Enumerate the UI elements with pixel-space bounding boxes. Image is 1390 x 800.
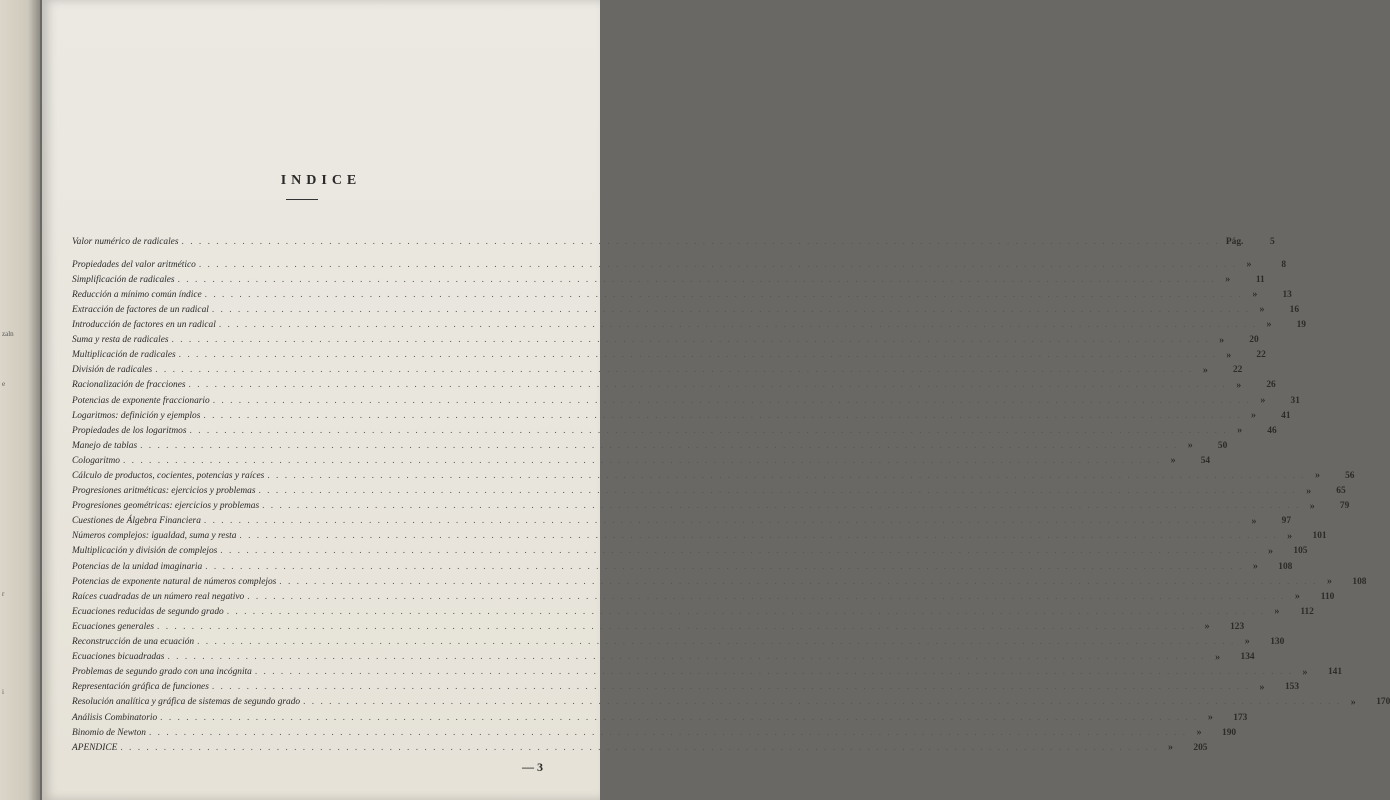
toc-entry bbox=[72, 693, 1390, 708]
toc-entry bbox=[72, 632, 1285, 648]
toc-entry-page: 41 bbox=[1281, 410, 1291, 421]
page-marker: » bbox=[1207, 711, 1213, 723]
toc-entry-title: Potencias de exponente natural de números complejos bbox=[72, 576, 277, 587]
toc-entry-title: Propiedades del valor aritmético bbox=[72, 259, 196, 270]
toc-list bbox=[72, 255, 1390, 754]
toc-entry-title: Manejo de tablas bbox=[72, 440, 138, 451]
toc-entry-title: Ecuaciones generales bbox=[72, 621, 155, 632]
toc-entry bbox=[72, 587, 1335, 603]
toc-entry bbox=[72, 376, 1276, 391]
toc-entry bbox=[72, 572, 1367, 588]
page-marker: » bbox=[1260, 394, 1266, 406]
page-marker: » bbox=[1236, 379, 1242, 391]
leader-dots: . . . . . . . . . . . . . . . . . . . . . . . . . . . . . . . . . . . . . . . . . . . . . . . . . . . . . . . . . . . . . . . . . . . . . . . . . . . . . . . . . . . . . . . . . . . . . . . . . . . . . . . . . . . . . . . . . . . . . . . . bbox=[239, 531, 1278, 542]
leader-dots: . . . . . . . . . . . . . . . . . . . . . . . . . . . . . . . . . . . . . . . . . . . . . . . . . . . . . . . . . . . . . . . . . . . . . . . . . . . . . . . . . . . . . . . . . . . . . . . . . . . . . . . . . . . . . . . . . . . . . . . . bbox=[279, 576, 1318, 587]
page-marker: » bbox=[1226, 349, 1232, 361]
toc-entry-title: Ecuaciones bicuadradas bbox=[72, 652, 165, 663]
toc-entry-title: Raíces cuadradas de un número real negativo bbox=[72, 591, 245, 602]
left-page-fragment: r bbox=[2, 590, 5, 598]
toc-entry-title: Multiplicación de radicales bbox=[72, 350, 176, 361]
toc-entry-page: 205 bbox=[1193, 742, 1208, 753]
toc-entry-title: Reducción a mínimo común índice bbox=[72, 289, 202, 300]
toc-entry bbox=[72, 678, 1300, 693]
toc-entry-page: 8 bbox=[1281, 259, 1287, 270]
pag-label: Pág. bbox=[1225, 236, 1244, 247]
toc-entry-title: Reconstrucción de una ecuación bbox=[72, 637, 195, 648]
leader-dots: . . . . . . . . . . . . . . . . . . . . . . . . . . . . . . . . . . . . . . . . . . . . . . . . . . . . . . . . . . . . . . . . . . . . . . . . . . . . . . . . . . . . . . . . . . . . . . . . . . . . . . . . . . . . . . . . . . . . . . . . bbox=[189, 425, 1228, 436]
toc-entry-page: 141 bbox=[1327, 667, 1342, 678]
leader-dots: . . . . . . . . . . . . . . . . . . . . . . . . . . . . . . . . . . . . . . . . . . . . . . . . . . . . . . . . . . . . . . . . . . . . . . . . . . . . . . . . . . . . . . . . . . . . . . . . . . . . . . . . . . . . . . . . . . . . . . . . bbox=[177, 274, 1216, 285]
toc-entry bbox=[72, 497, 1350, 512]
toc-entry-page: 13 bbox=[1282, 289, 1292, 300]
leader-dots: . . . . . . . . . . . . . . . . . . . . . . . . . . . . . . . . . . . . . . . . . . . . . . . . . . . . . . . . . . . . . . . . . . . . . . . . . . . . . . . . . . . . . . . . . . . . . . . . . . . . . . . . . . . . . . . . . . . . . . . . bbox=[197, 637, 1236, 648]
toc-entry-title: Suma y resta de radicales bbox=[72, 335, 169, 346]
toc-entry-title: Propiedades de los logaritmos bbox=[72, 425, 187, 436]
toc-entry-page: 26 bbox=[1266, 380, 1276, 391]
leader-dots: . . . . . . . . . . . . . . . . . . . . . . . . . . . . . . . . . . . . . . . . . . . . . . . . . . . . . . . . . . . . . . . . . . . . . . . . . . . . . . . . . . . . . . . . . . . . . . . . . . . . . . . . . . . . . . . . . . . . . . . . bbox=[205, 561, 1244, 572]
toc-entry-page: 105 bbox=[1293, 546, 1308, 557]
toc-entry-page: 5 bbox=[1269, 236, 1275, 247]
toc-entry-title: Números complejos: igualdad, suma y resta bbox=[72, 531, 237, 542]
leader-dots: . . . . . . . . . . . . . . . . . . . . . . . . . . . . . . . . . . . . . . . . . . . . . . . . . . . . . . . . . . . . . . . . . . . . . . . . . . . . . . . . . . . . . . . . . . . . . . . . . . . . . . . . . . . . . . . . . . . . . . . . bbox=[226, 606, 1265, 617]
toc-entry bbox=[72, 315, 1306, 331]
toc-entry bbox=[72, 346, 1266, 361]
page-marker: » bbox=[1196, 727, 1202, 738]
toc-entry-page: 173 bbox=[1233, 712, 1248, 723]
leader-dots: . . . . . . . . . . . . . . . . . . . . . . . . . . . . . . . . . . . . . . . . . . . . . . . . . . . . . . . . . . . . . . . . . . . . . . . . . . . . . . . . . . . . . . . . . . . . . . . . . . . . . . . . . . . . . . . . . . . . . . . . bbox=[211, 682, 1251, 693]
toc-entry-page: 153 bbox=[1284, 682, 1300, 693]
toc-entry-title: Cuestiones de Álgebra Financiera bbox=[72, 516, 201, 527]
page-marker: » bbox=[1251, 515, 1257, 527]
page-marker: » bbox=[1302, 666, 1308, 678]
toc-entry-page: 11 bbox=[1255, 274, 1265, 285]
leader-dots: . . . . . . . . . . . . . . . . . . . . . . . . . . . . . . . . . . . . . . . . . . . . . . . . . . . . . . . . . . . . . . . . . . . . . . . . . . . . . . . . . . . . . . . . . . . . . . . . . . . . . . . . . . . . . . . . . . . . . . . . bbox=[220, 546, 1259, 557]
toc-entry-page: 112 bbox=[1300, 606, 1314, 617]
page-marker: » bbox=[1314, 470, 1320, 482]
page-marker: » bbox=[1251, 410, 1257, 422]
toc-entry-page: 108 bbox=[1352, 576, 1367, 587]
leader-dots: . . . . . . . . . . . . . . . . . . . . . . . . . . . . . . . . . . . . . . . . . . . . . . . . . . . . . . . . . . . . . . . . . . . . . . . . . . . . . . . . . . . . . . . . . . . . . . . . . . . . . . . . . . . . . . . . . . . . . . . . bbox=[203, 410, 1242, 421]
leader-dots: . . . . . . . . . . . . . . . . . . . . . . . . . . . . . . . . . . . . . . . . . . . . . . . . . . . . . . . . . . . . . . . . . . . . . . . . . . . . . . . . . . . . . . . . . . . . . . . . . . . . . . . . . . . . . . . . . . . . . . . . bbox=[212, 395, 1251, 406]
toc-entry-page: 20 bbox=[1249, 335, 1259, 346]
title-underline bbox=[286, 199, 318, 200]
toc-entry bbox=[72, 542, 1308, 557]
leader-dots: . . . . . . . . . . . . . . . . . . . . . . . . . . . . . . . . . . . . . . . . . . . . . . . . . . . . . . . . . . . . . . . . . . . . . . . . . . . . . . . . . . . . . . . . . . . . . . . . . . . . . . . . . . . . . . . . . . . . . . . . bbox=[254, 667, 1293, 678]
toc-entry-page: 31 bbox=[1290, 395, 1300, 406]
leader-dots: . . . . . . . . . . . . . . . . . . . . . . . . . . . . . . . . . . . . . . . . . . . . . . . . . . . . . . . . . . . . . . . . . . . . . . . . . . . . . . . . . . . . . . . . . . . . . . . . . . . . . . . . . . . . . . . . . . . . . . . . bbox=[218, 320, 1257, 331]
toc-entry-title: Problemas de segundo grado con una incógnita bbox=[72, 667, 252, 678]
toc-entry bbox=[72, 723, 1237, 738]
toc-entry-page: 22 bbox=[1232, 365, 1243, 376]
toc-entry-title: Introducción de factores en un radical bbox=[72, 320, 216, 331]
page-marker: » bbox=[1306, 485, 1312, 497]
toc-entry-page: 97 bbox=[1281, 516, 1292, 527]
page-marker: » bbox=[1219, 334, 1225, 346]
page-marker: » bbox=[1266, 319, 1272, 331]
toc-entry-page: 134 bbox=[1240, 652, 1255, 663]
toc-entry bbox=[72, 481, 1346, 497]
leader-dots: . . . . . . . . . . . . . . . . . . . . . . . . . . . . . . . . . . . . . . . . . . . . . . . . . . . . . . . . . . . . . . . . . . . . . . . . . . . . . . . . . . . . . . . . . . . . . . . . . . . . . . . . . . . . . . . . . . . . . . . . bbox=[267, 471, 1306, 481]
page-marker: » bbox=[1237, 425, 1243, 437]
leader-dots: . . . . . . . . . . . . . . . . . . . . . . . . . . . . . . . . . . . . . . . . . . . . . . . . . . . . . . . . . . . . . . . . . . . . . . . . . . . . . . . . . . . . . . . . . . . . . . . . . . . . . . . . . . . . . . . . . . . . . . . . bbox=[258, 486, 1297, 497]
leader-dots: . . . . . . . . . . . . . . . . . . . . . . . . . . . . . . . . . . . . . . . . . . . . . . . . . . . . . . . . . . . . . . . . . . . . . . . . . . . . . . . . . . . . . . . . . . . . . . . . . . . . . . . . . . . . . . . . . . . . . . . . bbox=[171, 335, 1210, 346]
toc-entry-title: División de radicales bbox=[72, 365, 153, 376]
index-title: INDICE bbox=[280, 173, 362, 188]
toc-entry-page: 123 bbox=[1230, 621, 1245, 632]
toc-entry-page: 108 bbox=[1278, 561, 1293, 572]
leader-dots: . . . . . . . . . . . . . . . . . . . . . . . . . . . . . . . . . . . . . . . . . . . . . . . . . . . . . . . . . . . . . . . . . . . . . . . . . . . . . . . . . . . . . . . . . . . . . . . . . . . . . . . . . . . . . . . . . . . . . . . . bbox=[157, 621, 1196, 632]
toc-entry bbox=[72, 602, 1314, 618]
toc-entry bbox=[72, 466, 1355, 482]
toc-entry-page: 22 bbox=[1256, 350, 1266, 361]
page-marker: » bbox=[1170, 455, 1176, 467]
toc-entry-page: 101 bbox=[1312, 531, 1327, 542]
toc-entry bbox=[72, 527, 1327, 542]
toc-entry-title: Logaritmos: definición y ejemplos bbox=[72, 410, 201, 421]
leader-dots: . . . . . . . . . . . . . . . . . . . . . . . . . . . . . . . . . . . . . . . . . . . . . . . . . . . . . . . . . . . . . . . . . . . . . . . . . . . . . . . . . . . . . . . . . . . . . . . . . . . . . . . . . . . . . . . . . . . . . . . . bbox=[167, 652, 1206, 663]
toc-entry bbox=[72, 512, 1292, 527]
toc-first-entry bbox=[72, 232, 1275, 249]
page-marker: » bbox=[1202, 364, 1208, 376]
toc-entry-title: Análisis Combinatorio bbox=[72, 712, 158, 723]
leader-dots: . . . . . . . . . . . . . . . . . . . . . . . . . . . . . . . . . . . . . . . . . . . . . . . . . . . . . . . . . . . . . . . . . . . . . . . . . . . . . . . . . . . . . . . . . . . . . . . . . . . . . . . . . . . . . . . . . . . . . . . . bbox=[155, 365, 1194, 376]
left-page-fragment: i bbox=[2, 688, 4, 696]
page-marker: » bbox=[1204, 621, 1210, 633]
toc-entry bbox=[72, 663, 1342, 678]
toc-entry-title: APENDICE bbox=[72, 742, 118, 753]
toc-entry-page: 16 bbox=[1289, 304, 1300, 315]
page-marker: » bbox=[1350, 696, 1356, 708]
toc-entry-title: Progresiones geométricas: ejercicios y problemas bbox=[72, 501, 260, 512]
toc-entry bbox=[72, 330, 1259, 346]
toc-entry-page: 19 bbox=[1296, 320, 1306, 331]
toc-entry-page: 56 bbox=[1345, 471, 1355, 481]
toc-entry-page: 65 bbox=[1336, 486, 1346, 497]
toc-entry-page: 110 bbox=[1320, 591, 1335, 602]
leader-dots: . . . . . . . . . . . . . . . . . . . . . . . . . . . . . . . . . . . . . . . . . . . . . . . . . . . . . . . . . . . . . . . . . . . . . . . . . . . . . . . . . . . . . . . . . . . . . . . . . . . . . . . . . . . . . . . . . . . . . . . . bbox=[181, 236, 1220, 247]
toc-entry-title: Progresiones aritméticas: ejercicios y problemas bbox=[72, 486, 256, 497]
toc-entry-title: Cologaritmo bbox=[72, 455, 120, 466]
toc-entry bbox=[72, 436, 1228, 452]
toc-entry bbox=[72, 647, 1255, 663]
leader-dots: . . . . . . . . . . . . . . . . . . . . . . . . . . . . . . . . . . . . . . . . . . . . . . . . . . . . . . . . . . . . . . . . . . . . . . . . . . . . . . . . . . . . . . . . . . . . . . . . . . . . . . . . . . . . . . . . . . . . . . . . bbox=[178, 350, 1217, 361]
toc-entry-page: 54 bbox=[1200, 455, 1211, 466]
leader-dots: . . . . . . . . . . . . . . . . . . . . . . . . . . . . . . . . . . . . . . . . . . . . . . . . . . . . . . . . . . . . . . . . . . . . . . . . . . . . . . . . . . . . . . . . . . . . . . . . . . . . . . . . . . . . . . . . . . . . . . . . bbox=[120, 742, 1159, 753]
toc-entry-page: 190 bbox=[1222, 727, 1237, 738]
toc-entry bbox=[72, 255, 1287, 271]
page-marker: » bbox=[1287, 530, 1293, 542]
leader-dots: . . . . . . . . . . . . . . . . . . . . . . . . . . . . . . . . . . . . . . . . . . . . . . . . . . . . . . . . . . . . . . . . . . . . . . . . . . . . . . . . . . . . . . . . . . . . . . . . . . . . . . . . . . . . . . . . . . . . . . . . bbox=[303, 697, 1342, 708]
page-marker: » bbox=[1167, 742, 1173, 754]
toc-entry-title: Binomio de Newton bbox=[72, 727, 146, 738]
toc-entry-page: 170 bbox=[1376, 697, 1390, 708]
toc-entry-title: Representación gráfica de funciones bbox=[72, 682, 209, 693]
toc-entry bbox=[72, 557, 1293, 572]
leader-dots: . . . . . . . . . . . . . . . . . . . . . . . . . . . . . . . . . . . . . . . . . . . . . . . . . . . . . . . . . . . . . . . . . . . . . . . . . . . . . . . . . . . . . . . . . . . . . . . . . . . . . . . . . . . . . . . . . . . . . . . . bbox=[204, 289, 1243, 300]
adjacent-page-edge bbox=[0, 0, 40, 800]
page-marker: » bbox=[1252, 560, 1258, 572]
page-marker: » bbox=[1244, 636, 1250, 648]
toc-entry-title: Racionalización de fracciones bbox=[72, 380, 186, 391]
toc-entry bbox=[72, 300, 1300, 316]
toc-entry-title: Simplificación de radicales bbox=[72, 274, 175, 285]
toc-entry-title: Valor numérico de radicales bbox=[72, 236, 179, 247]
page-marker: » bbox=[1309, 500, 1315, 512]
toc-entry bbox=[72, 285, 1292, 301]
toc-entry-page: 50 bbox=[1217, 440, 1228, 451]
toc-entry bbox=[72, 406, 1291, 422]
leader-dots: . . . . . . . . . . . . . . . . . . . . . . . . . . . . . . . . . . . . . . . . . . . . . . . . . . . . . . . . . . . . . . . . . . . . . . . . . . . . . . . . . . . . . . . . . . . . . . . . . . . . . . . . . . . . . . . . . . . . . . . . bbox=[203, 516, 1243, 527]
page-marker: » bbox=[1267, 545, 1273, 557]
leader-dots: . . . . . . . . . . . . . . . . . . . . . . . . . . . . . . . . . . . . . . . . . . . . . . . . . . . . . . . . . . . . . . . . . . . . . . . . . . . . . . . . . . . . . . . . . . . . . . . . . . . . . . . . . . . . . . . . . . . . . . . . bbox=[211, 304, 1251, 315]
toc-entry bbox=[72, 451, 1211, 467]
leader-dots: . . . . . . . . . . . . . . . . . . . . . . . . . . . . . . . . . . . . . . . . . . . . . . . . . . . . . . . . . . . . . . . . . . . . . . . . . . . . . . . . . . . . . . . . . . . . . . . . . . . . . . . . . . . . . . . . . . . . . . . . bbox=[148, 727, 1188, 738]
toc-entry bbox=[72, 617, 1245, 633]
toc-entry bbox=[72, 738, 1208, 754]
left-page-fragment: e bbox=[2, 380, 6, 388]
toc-entry bbox=[72, 270, 1265, 286]
page-marker: » bbox=[1187, 440, 1193, 452]
leader-dots: . . . . . . . . . . . . . . . . . . . . . . . . . . . . . . . . . . . . . . . . . . . . . . . . . . . . . . . . . . . . . . . . . . . . . . . . . . . . . . . . . . . . . . . . . . . . . . . . . . . . . . . . . . . . . . . . . . . . . . . . bbox=[247, 591, 1286, 602]
toc-entry-title: Potencias de la unidad imaginaria bbox=[72, 561, 203, 572]
page-number: — 3 bbox=[522, 760, 543, 774]
page-marker: » bbox=[1259, 304, 1265, 316]
toc-entry-page: 46 bbox=[1267, 425, 1277, 436]
leader-dots: . . . . . . . . . . . . . . . . . . . . . . . . . . . . . . . . . . . . . . . . . . . . . . . . . . . . . . . . . . . . . . . . . . . . . . . . . . . . . . . . . . . . . . . . . . . . . . . . . . . . . . . . . . . . . . . . . . . . . . . . bbox=[140, 440, 1179, 451]
leader-dots: . . . . . . . . . . . . . . . . . . . . . . . . . . . . . . . . . . . . . . . . . . . . . . . . . . . . . . . . . . . . . . . . . . . . . . . . . . . . . . . . . . . . . . . . . . . . . . . . . . . . . . . . . . . . . . . . . . . . . . . . bbox=[160, 712, 1199, 723]
page-marker: » bbox=[1294, 591, 1300, 603]
toc-entry-title: Extracción de factores de un radical bbox=[72, 304, 209, 315]
page-marker: » bbox=[1215, 651, 1221, 663]
toc-entry bbox=[72, 708, 1248, 723]
toc-entry-page: 130 bbox=[1270, 637, 1285, 648]
toc-entry bbox=[72, 391, 1300, 406]
leader-dots: . . . . . . . . . . . . . . . . . . . . . . . . . . . . . . . . . . . . . . . . . . . . . . . . . . . . . . . . . . . . . . . . . . . . . . . . . . . . . . . . . . . . . . . . . . . . . . . . . . . . . . . . . . . . . . . . . . . . . . . . bbox=[188, 380, 1227, 391]
toc-entry bbox=[72, 421, 1277, 437]
toc-entry-title: Resolución analítica y gráfica de sistemas de segundo grado bbox=[72, 697, 301, 708]
book-page bbox=[42, 0, 1390, 800]
page-marker: » bbox=[1252, 289, 1258, 301]
page-marker: » bbox=[1326, 576, 1332, 588]
toc-entry-title: Multiplicación y división de complejos bbox=[72, 546, 218, 557]
toc-entry-title: Ecuaciones reducidas de segundo grado bbox=[72, 606, 224, 617]
toc-entry-page: 79 bbox=[1339, 501, 1350, 512]
toc-entry-title: Cálculo de productos, cocientes, potencias y raíces bbox=[72, 471, 265, 481]
page-marker: » bbox=[1259, 681, 1265, 693]
toc-entry bbox=[72, 361, 1243, 376]
page-marker: » bbox=[1274, 606, 1280, 618]
page-marker: » bbox=[1246, 259, 1252, 271]
leader-dots: . . . . . . . . . . . . . . . . . . . . . . . . . . . . . . . . . . . . . . . . . . . . . . . . . . . . . . . . . . . . . . . . . . . . . . . . . . . . . . . . . . . . . . . . . . . . . . . . . . . . . . . . . . . . . . . . . . . . . . . . bbox=[262, 501, 1301, 512]
leader-dots: . . . . . . . . . . . . . . . . . . . . . . . . . . . . . . . . . . . . . . . . . . . . . . . . . . . . . . . . . . . . . . . . . . . . . . . . . . . . . . . . . . . . . . . . . . . . . . . . . . . . . . . . . . . . . . . . . . . . . . . . bbox=[122, 455, 1162, 466]
toc-entry-title: Potencias de exponente fraccionario bbox=[72, 395, 210, 406]
left-page-fragment: zaln bbox=[2, 330, 14, 338]
leader-dots: . . . . . . . . . . . . . . . . . . . . . . . . . . . . . . . . . . . . . . . . . . . . . . . . . . . . . . . . . . . . . . . . . . . . . . . . . . . . . . . . . . . . . . . . . . . . . . . . . . . . . . . . . . . . . . . . . . . . . . . . bbox=[198, 259, 1238, 270]
page-marker: » bbox=[1225, 274, 1231, 286]
